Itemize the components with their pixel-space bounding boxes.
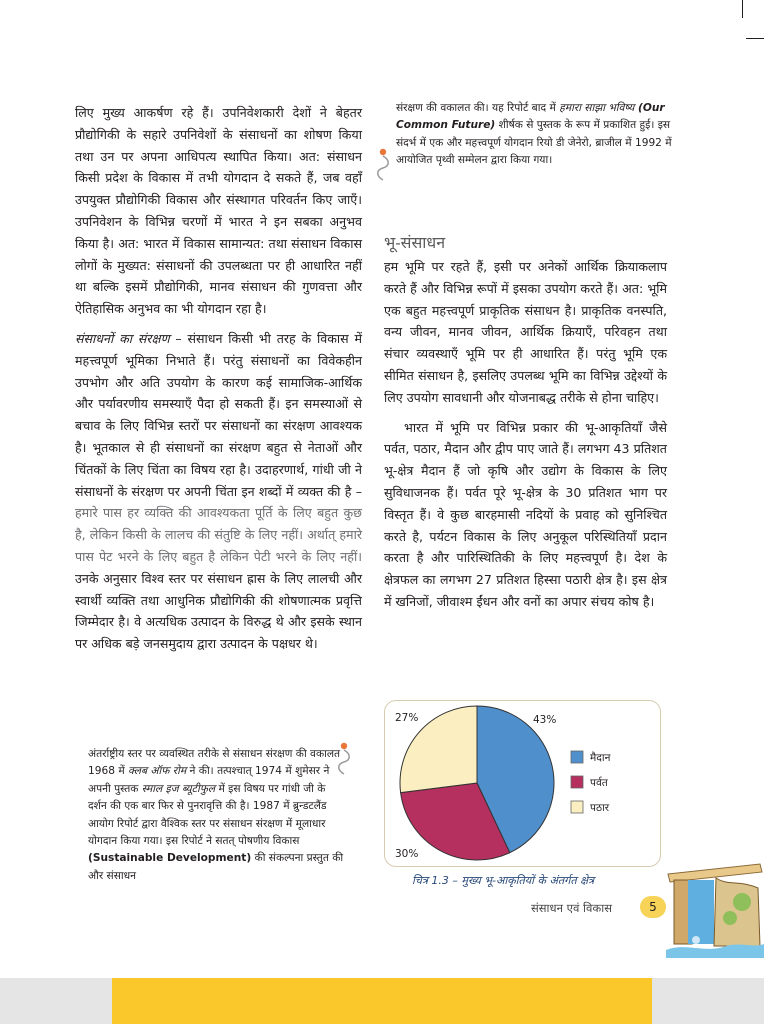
paragraph-conservation (75, 328, 362, 655)
figure-caption: चित्र 1.3 – मुख्य भू-आकृतियों के अंतर्गत क्षेत्र (412, 874, 595, 887)
note-left (88, 746, 346, 885)
left-column (75, 102, 362, 663)
our-common-future-hindi: हमारा साझा भविष्य (559, 102, 635, 114)
footer-band-yellow (112, 978, 652, 1024)
legend-swatch-1 (571, 751, 583, 763)
note-left-text-3: में इस विषय पर गांधी जी के दर्शन की एक बार फिर से पुनरावृत्ति की है। 1987 में ब्रुन्डटलैंड आयोग रिपोर्ट द्वारा वैश्विक स्तर पर संसाधन संरक्षण में मूलाधार योगदान किया गया। इस रिपोर्ट ने सतत् पोषणीय विकास (88, 782, 327, 848)
conservation-text-a: – संसाधन किसी भी तरह के विकास में महत्त्वपूर्ण भूमिका निभाते हैं। परंतु संसाधनों का विवेकहीन उपभोग और अति उपयोग के कारण कई सामाजिक-आर्थिक और पर्यावरणीय समस्याएँ पैदा हो सकती हैं। इन समस्याओं से बचाव के लिए विभिन्न स्तरों पर संसाधनों का संरक्षण आवश्यक है। भूतकाल से ही संसाधनों का संरक्षण बहुत से नेताओं और चिंतकों के लिए चिंता का विषय रहा है। उदाहरणार्थ, गांधी जी ने संसाधनों के संरक्षण पर अपनी चिंता इन शब्दों में व्यक्त की है – (75, 330, 362, 499)
legend-label-2: पर्वत (590, 777, 608, 789)
paragraph-colonial: लिए मुख्य आकर्षण रहे हैं। उपनिवेशकारी देशों ने बेहतर प्रौद्योगिकी के सहारे उपनिवेशों के संसाधनों का शोषण किया तथा उन पर अपना आधिपत्य स्थापित किया। अत: संसाधन किसी प्रदेश के विकास में तभी योगदान दे सकते हैं, जब वहाँ उपयुक्त प्रौद्योगिकी विकास और संस्थागत परिवर्तन किए जाएँ। उपनिवेशन के विभिन्न चरणों में भारत ने इन सबका अनुभव किया है। अत: भारत में विकास सामान्यत: तथा संसाधन विकास लोगों के मुख्यत: संसाधनों की उपलब्धता पर ही आधारित नहीं था बल्कि इसमें प्रौद्योगिकी, मानव संसाधन की गुणवत्ता और ऐतिहासिक अनुभव का भी योगदान रहा है। (75, 105, 362, 317)
club-of-rome: क्लब ऑफ रोम (128, 765, 187, 778)
legend-label-1: मैदान (590, 752, 611, 764)
crop-mark-right (746, 38, 764, 39)
pie-label-3: 27% (395, 712, 419, 724)
crop-mark-top (742, 0, 743, 18)
note-curl-right (372, 148, 394, 188)
waterfall-illustration (666, 858, 764, 958)
footer-chapter-title: संसाधन एवं विकास (531, 901, 613, 915)
section-heading: भू-संसाधन (384, 233, 446, 252)
legend-swatch-3 (571, 801, 583, 813)
note-right (396, 100, 684, 170)
right-column (384, 256, 667, 621)
note-right-text-1: संरक्षण की वकालत की। यह रिपोर्ट बाद में (396, 102, 560, 114)
note-left-text-4: की संकल्पना प्रस्तुत की और संसाधन (88, 852, 344, 882)
sustainable-development: (Sustainable Development) (88, 852, 252, 865)
pie-label-2: 30% (395, 848, 419, 860)
paragraph-landforms: भारत में भूमि पर विभिन्न प्रकार की भू-आकृतियाँ जैसे पर्वत, पठार, मैदान और द्वीप पाए जाते हैं। लगभग 43 प्रतिशत भू-क्षेत्र मैदान हैं जो कृषि और उद्योग के विकास के लिए सुविधाजनक हैं। पर्वत पूरे भू-क्षेत्र के 30 प्रतिशत भाग पर विस्तृत हैं। वे कुछ बारहमासी नदियों के प्रवाह को सुनिश्चित करते है, पर्यटन विकास के लिए अनुकूल परिस्थितियाँ प्रदान करता है और पारिस्थितिकी के लिए महत्त्वपूर्ण है। देश के क्षेत्रफल का लगभग 27 प्रतिशत हिस्सा पठारी क्षेत्र है। इस क्षेत्र में खनिजों, जीवाश्म ईंधन और वनों का अपार संचय कोष है। (384, 419, 667, 609)
our-common-future: (Our Common Future) (396, 102, 665, 132)
paragraph-land: हम भूमि पर रहते हैं, इसी पर अनेकों आर्थिक क्रियाकलाप करते हैं और विभिन्न रूपों में इसका उपयोग करते हैं। अत: भूमि एक बहुत महत्त्वपूर्ण प्राकृतिक संसाधन है। प्राकृतिक वनस्पति, वन्य जीवन, मानव जीवन, आर्थिक क्रियाएँ, परिवहन तथा संचार व्यवस्थाएँ भूमि पर ही आधारित हैं। परंतु भूमि एक सीमित संसाधन है, इसलिए उपलब्ध भूमि का विभिन्न उद्देश्यों के लिए उपयोग सावधानी और योजनाबद्ध तरीके से होना चाहिए। (384, 259, 667, 405)
conservation-text-b: उनके अनुसार विश्व स्तर पर संसाधन ह्रास के लिए लालची और स्वार्थी व्यक्ति तथा आधुनिक प्रौद्योगिकी की शोषणात्मक प्रवृत्ति जिम्मेदार है। वे अत्यधिक उत्पादन के विरुद्ध थे और इसके स्थान पर अधिक बड़े जनसमुदाय द्वारा उत्पादन के पक्षधर थे। (75, 570, 362, 652)
page-number: 5 (640, 896, 666, 918)
note-left-text-1: अंतर्राष्ट्रीय स्तर पर व्यवस्थित तरीके से संसाधन संरक्षण की वकालत 1968 में (88, 748, 341, 778)
note-right-text-2: शीर्षक से पुस्तक के रूप में प्रकाशित हुई। इस संदर्भ में एक और महत्त्वपूर्ण योगदान रियो डी जेनेरो, ब्राजील में 1992 में आयोजित पृथ्वी सम्मेलन द्वारा किया गया। (396, 119, 672, 167)
pie-chart (385, 701, 660, 866)
small-is-beautiful: स्माल इज ब्यूटीफुल (141, 782, 216, 795)
pie-label-1: 43% (533, 714, 557, 726)
legend-label-3: पठार (590, 802, 610, 814)
term-conservation: संसाधनों का संरक्षण (75, 330, 170, 346)
gandhi-quote: हमारे पास हर व्यक्ति की आवश्यकता पूर्ति के लिए बहुत कुछ है, लेकिन किसी के लालच की संतुष्टि के लिए नहीं। अर्थात् हमारे पास पेट भरने के लिए बहुत है लेकिन पेटी भरने के लिए नहीं। (75, 505, 362, 564)
legend-swatch-2 (571, 776, 583, 788)
chart-frame (384, 700, 661, 867)
note-left-text-2: ने की। तत्पश्चात् 1974 में शुमेसर ने अपनी पुस्तक (88, 765, 330, 795)
